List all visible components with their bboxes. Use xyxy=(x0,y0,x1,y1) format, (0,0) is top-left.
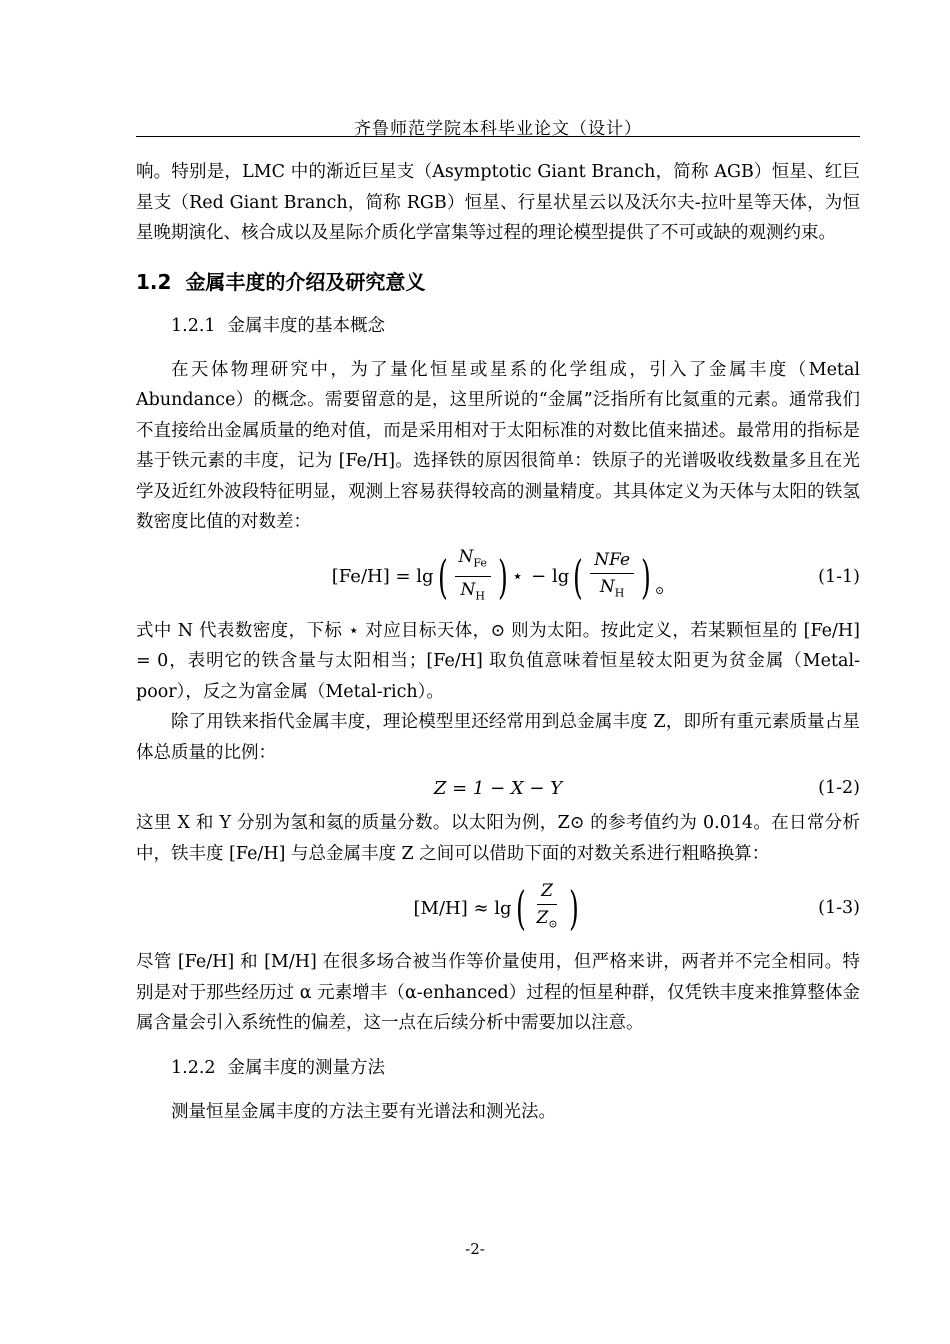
subscript: H xyxy=(614,586,625,600)
paragraph: 尽管 [Fe/H] 和 [M/H] 在很多场合被当作等价量使用，但严格来讲，两者并不完全相同。特别是对于那些经历过 α 元素增丰（α-enhanced）过程的恒星种群，仅凭铁丰度来推算整体金属含量会引入系统性的偏差，这一点在后续分析中需要加以注意。 xyxy=(136,952,860,1033)
page-number: -2- xyxy=(465,1240,485,1258)
body-text xyxy=(136,157,860,1127)
right-paren: ) xyxy=(497,549,508,604)
left-paren: ( xyxy=(437,549,448,604)
subscript: H xyxy=(475,589,485,603)
fraction xyxy=(533,880,562,935)
left-paren: ( xyxy=(573,549,584,604)
denominator: N xyxy=(460,580,476,600)
subsection-heading xyxy=(171,1053,860,1083)
paragraph: 测量恒星金属丰度的方法主要有光谱法和测光法。 xyxy=(171,1101,556,1122)
denominator: Z xyxy=(536,908,549,929)
eq1-minus-lg: − lg xyxy=(531,566,570,587)
sun-symbol: ⊙ xyxy=(654,584,665,597)
equation-number: (1-2) xyxy=(818,778,860,798)
star-symbol: ⋆ xyxy=(511,566,524,587)
right-paren: ) xyxy=(568,881,579,935)
header-rule xyxy=(136,136,860,137)
running-header: 齐鲁师范学院本科毕业论文（设计） xyxy=(354,119,642,139)
paragraph: 除了用铁来指代金属丰度，理论模型里还经常用到总金属丰度 Z，即所有重元素质量占星体总质量的比例： xyxy=(136,712,860,763)
denominator: N xyxy=(599,576,615,597)
paragraph: 这里 X 和 Y 分别为氢和氦的质量分数。以太阳为例，Z⊙ 的参考值约为 0.014。在日常分析中，铁丰度 [Fe/H] 与总金属丰度 Z 之间可以借助下面的对数关系进行粗略换算： xyxy=(136,813,860,864)
equation-1-1 xyxy=(136,540,860,614)
subsection-number: 1.2.2 xyxy=(171,1057,216,1078)
numerator: NFe xyxy=(594,549,631,570)
eq1-lhs: [Fe/H] = lg xyxy=(331,566,434,587)
equation-number: (1-3) xyxy=(818,898,860,918)
paragraph: 响。特别是，LMC 中的渐近巨星支（Asymptotic Giant Branch，简称 AGB）恒星、红巨星支（Red Giant Branch，简称 RGB）恒星、行星状星云以及沃尔夫-拉叶星等天体，为恒星晚期演化、核合成以及星际介质化学富集等过程的理论模型提供了不可或缺的观测约束。 xyxy=(136,162,860,243)
eq2-expression: Z = 1 − X − Y xyxy=(433,777,563,799)
subsection-title: 金属丰度的基本概念 xyxy=(227,315,386,336)
section-number: 1.2 xyxy=(136,269,172,294)
subsection-title: 金属丰度的测量方法 xyxy=(227,1057,386,1078)
subscript: Fe xyxy=(473,556,487,569)
paragraph: 式中 N 代表数密度，下标 ⋆ 对应目标天体，⊙ 则为太阳。按此定义，若某颗恒星的 [Fe/H] = 0，表明它的铁含量与太阳相当；[Fe/H] 取负值意味着恒星较太阳更为贫金属（Metal-poor），反之为富金属（Metal-rich）。 xyxy=(136,620,860,702)
equation-1-3 xyxy=(136,871,860,945)
section-title: 金属丰度的介绍及研究意义 xyxy=(185,269,426,294)
subsection-heading xyxy=(171,311,860,341)
equation-number: (1-1) xyxy=(818,566,860,587)
left-paren: ( xyxy=(515,881,526,935)
section-heading xyxy=(136,267,860,297)
numerator: Z xyxy=(541,881,553,902)
eq3-lhs: [M/H] ≈ lg xyxy=(413,897,512,919)
fraction xyxy=(590,549,634,604)
numerator: N xyxy=(458,546,474,567)
subscript: ⊙ xyxy=(548,917,558,931)
fraction xyxy=(455,546,491,608)
right-paren: ) xyxy=(641,549,651,604)
equation-1-2 xyxy=(136,770,860,806)
paragraph: 在天体物理研究中，为了量化恒星或星系的化学组成，引入了金属丰度（Metal Abundance）的概念。需要留意的是，这里所说的“金属”泛指所有比氦重的元素。通常我们不直接给出金属质量的绝对值，而是采用相对于太阳标准的对数比值来描述。最常用的指标是基于铁元素的丰度，记为 [Fe/H]。选择铁的原因很简单：铁原子的光谱吸收线数量多且在光学及近红外波段特征明显，观测上容易获得较高的测量精度。其具体定义为天体与太阳的铁氢数密度比值的对数差： xyxy=(136,359,860,532)
subsection-number: 1.2.1 xyxy=(171,315,216,336)
